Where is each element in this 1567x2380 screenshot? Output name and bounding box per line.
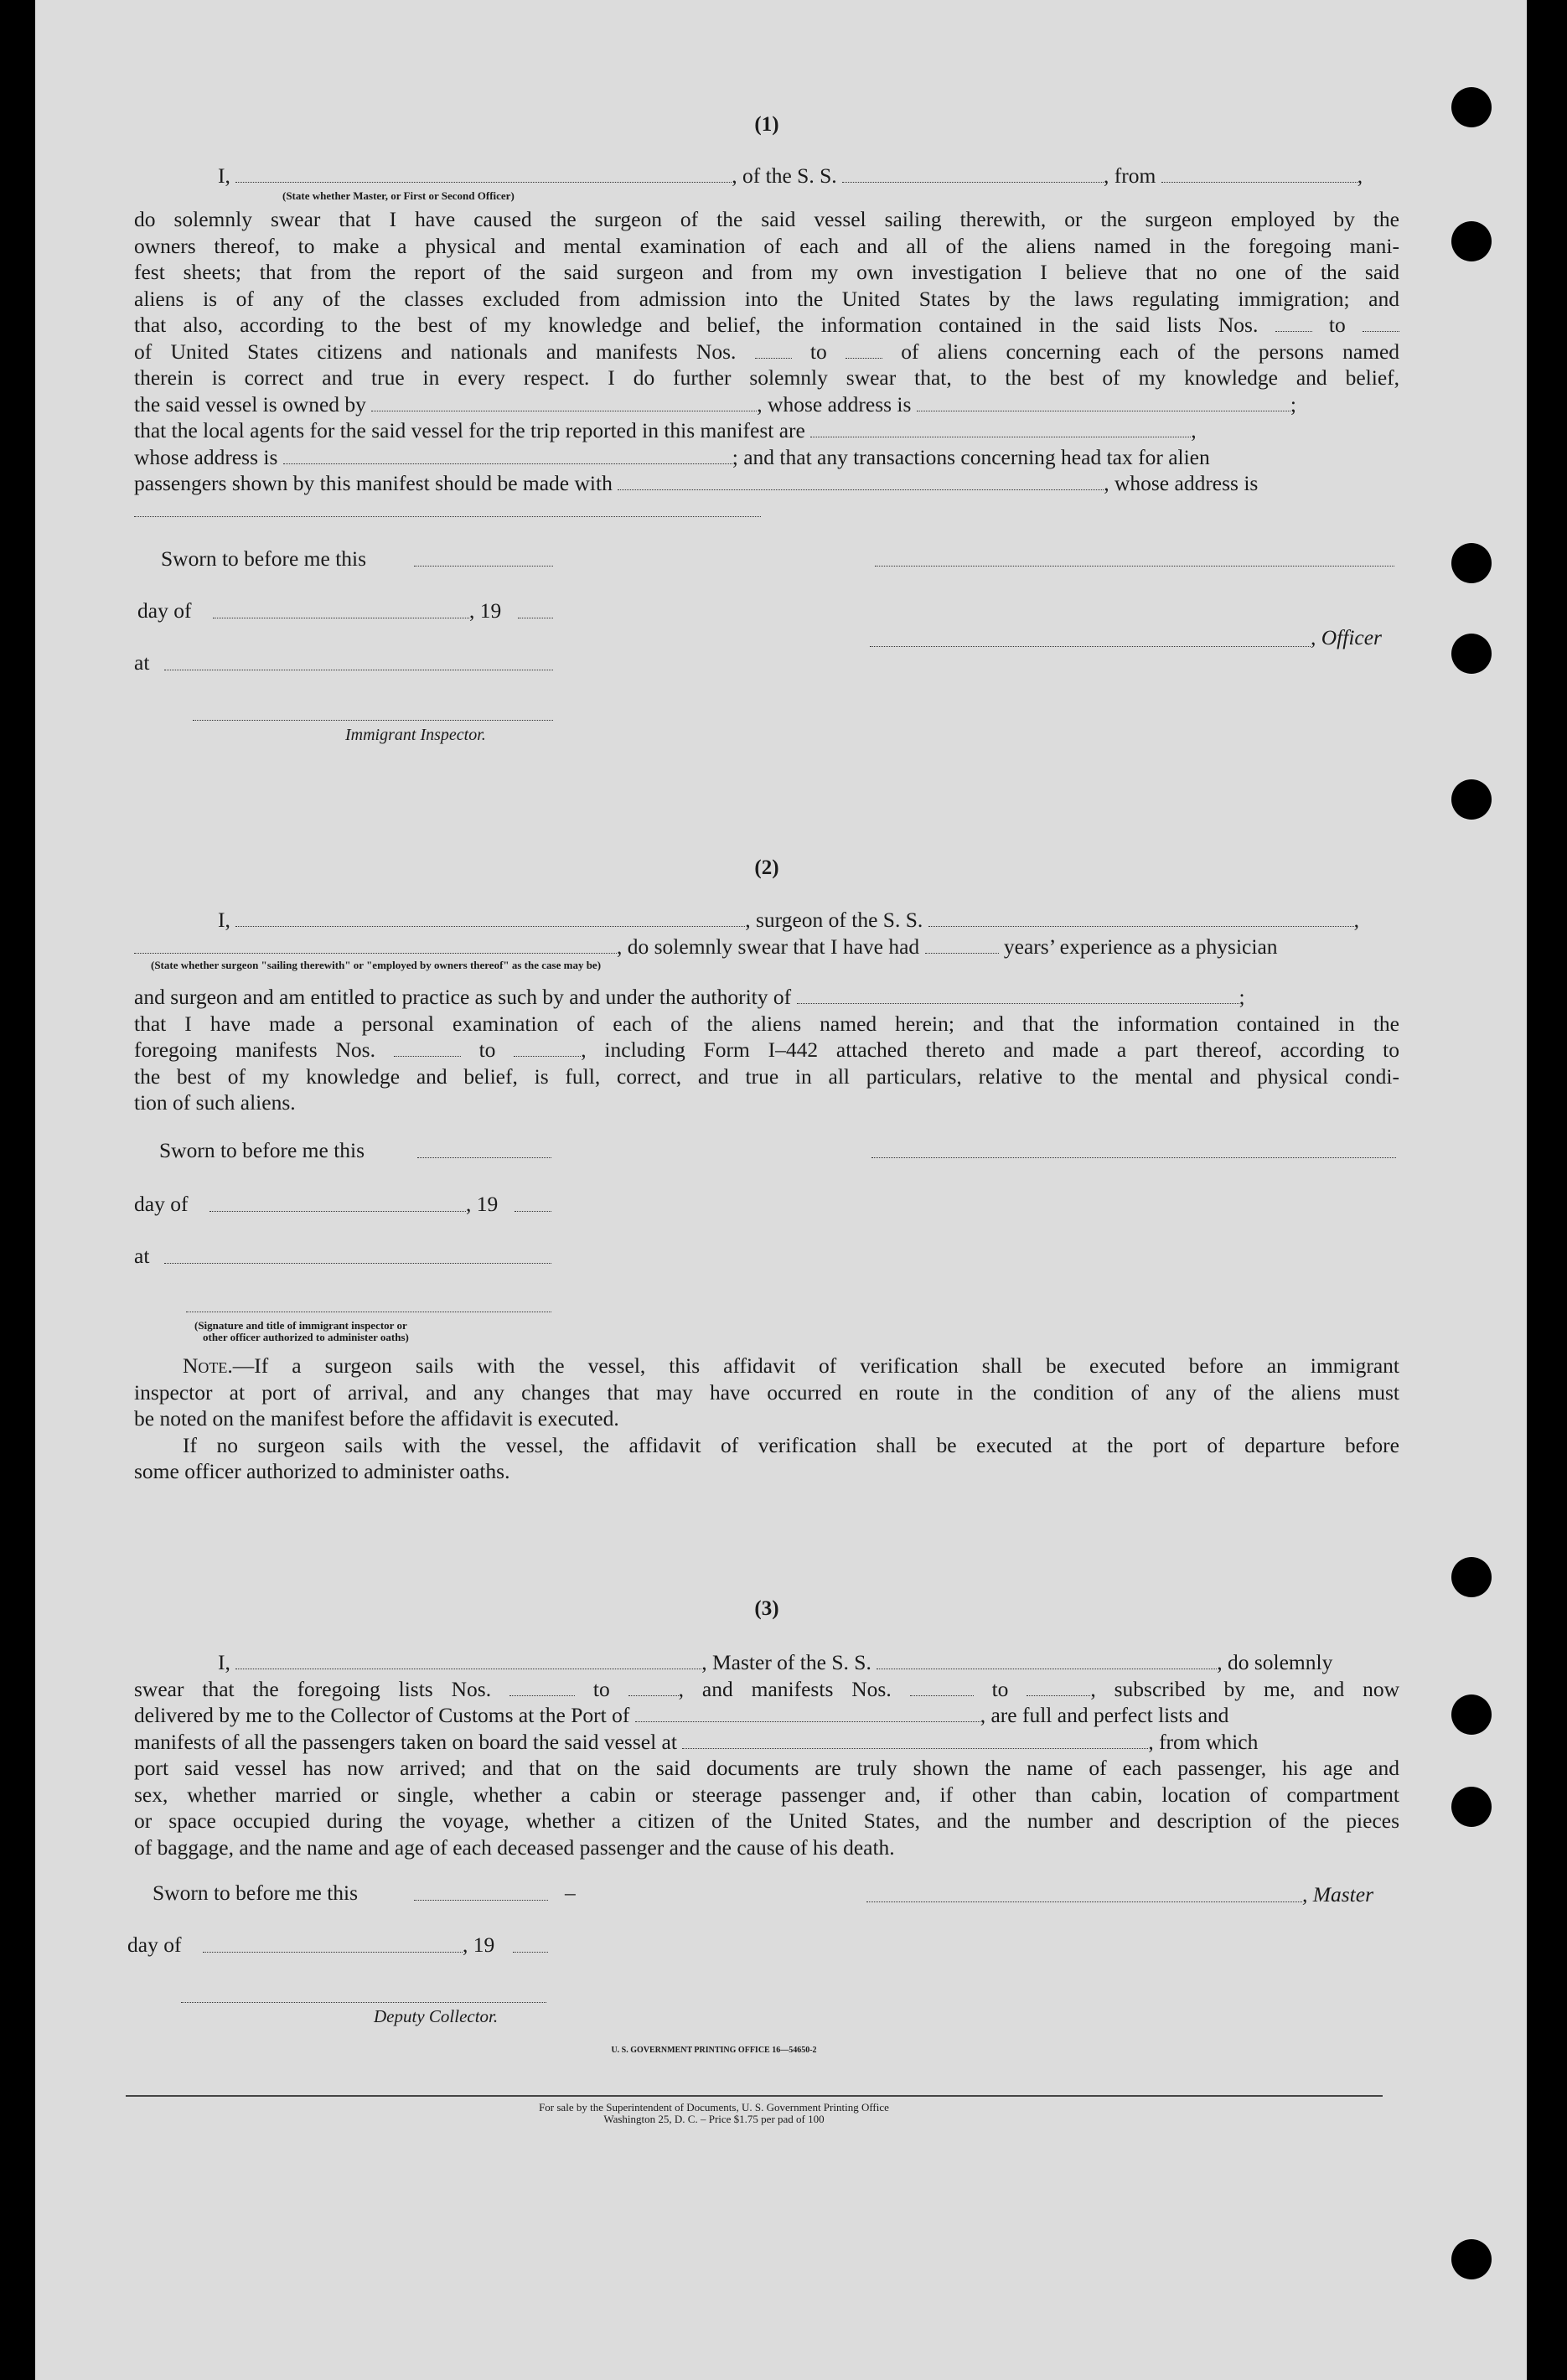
head-tax-address-field[interactable] <box>134 498 761 517</box>
sworn-dash: – <box>565 1881 576 1905</box>
at-field-2[interactable] <box>164 1262 551 1264</box>
master-name-field[interactable] <box>235 1650 701 1669</box>
day-of-label-3: day of <box>127 1932 182 1957</box>
section-2-note: Note.—If a surgeon sails with the vessel, this affidavit of verification shall be executed before an immigrant inspector at port of arrival, and any changes that may have occurred en route in the condition of any of the aliens must be noted on the manifest before the affidavit is executed. If no surgeon sails with the vessel, the affidavit of verification shall be executed at the port of departure before some officer authorized to administer oaths. <box>134 1353 1399 1483</box>
officer-caption: (State whether Master, or First or Second Officer) <box>282 189 515 202</box>
sig-caption-line-2: other officer authorized to administer oaths) <box>203 1331 409 1343</box>
master-manifests-from-field[interactable] <box>910 1677 974 1696</box>
officer-title-field[interactable] <box>870 645 1311 647</box>
day-of-label-1: day of <box>137 598 192 623</box>
sale-line-2: Washington 25, D. C. – Price $1.75 per pad of 100 <box>603 2113 825 2125</box>
master-label: , Master <box>1302 1882 1373 1907</box>
officer-label: , Officer <box>1311 625 1382 649</box>
footer-rule <box>126 2095 1383 2097</box>
punch-hole <box>1451 1787 1492 1827</box>
deputy-label: Deputy Collector. <box>374 2006 499 2026</box>
punch-hole <box>1451 87 1492 127</box>
port-of-field[interactable] <box>635 1703 980 1722</box>
master-signature-field[interactable] <box>866 1901 1302 1902</box>
surgeon-status-field[interactable] <box>134 934 617 954</box>
section-3-heading: (3) <box>754 1597 779 1620</box>
head-tax-party-field[interactable] <box>618 471 1104 490</box>
day-of-field-2[interactable] <box>209 1210 466 1212</box>
punch-hole <box>1451 1694 1492 1735</box>
surgeon-ship-field[interactable] <box>928 908 1354 927</box>
master-manifests-to-field[interactable] <box>1027 1677 1090 1696</box>
sworn-date-field-2[interactable] <box>417 1156 551 1158</box>
master-lists-from-field[interactable] <box>509 1677 575 1696</box>
authority-signature-field[interactable] <box>186 1311 551 1312</box>
punch-hole <box>1451 1557 1492 1597</box>
lists-nos-from-field[interactable] <box>1275 313 1312 332</box>
punch-hole <box>1451 2239 1492 2279</box>
year-field-2[interactable] <box>515 1210 551 1212</box>
section-2-oath-line: I, , surgeon of the S. S. , , do solemnly swear that I have had years’ experience as a physician <box>134 907 1399 960</box>
at-label-2: at <box>134 1244 150 1268</box>
section-1-body: do solemnly swear that I have caused the surgeon of the said vessel sailing therewith, or the surgeon employed by the owners thereof, to make a physical and mental examination of each and all of the aliens named in the foregoing mani- fest sheets; that from the report of the said surgeon and from my own investigation I believe that no one of the said aliens is of any of the classes excluded from admission into the United States by the laws regulating immigration; and that also, according to the best of my knowledge and belief, the information contained in the said lists Nos. to of United States citizens and nationals and manifests Nos. to of aliens concerning each of the persons named therein is correct and true in every respect. I do further solemnly swear that, to the best of my knowledge and belief, the said vessel is owned by , whose address is ; that the local agents for the said vessel for the trip reported in this manifest are , whose address is ; and that any transactions concerning head tax for alien passengers shown by this manifest should be made with , whose address is <box>134 206 1399 523</box>
deputy-signature-field[interactable] <box>181 2001 546 2003</box>
manifests-nos-to-field[interactable] <box>846 339 882 359</box>
inspector-label: Immigrant Inspector. <box>345 726 486 744</box>
at-field-1[interactable] <box>164 669 553 670</box>
sworn-date-field-3[interactable] <box>414 1899 548 1901</box>
form-page <box>35 0 1527 2380</box>
year-field-1[interactable] <box>518 617 553 618</box>
master-ship-field[interactable] <box>877 1650 1217 1669</box>
year-label-2: , 19 <box>466 1192 499 1216</box>
authority-field[interactable] <box>797 985 1239 1004</box>
surgeon-manifests-to-field[interactable] <box>514 1037 581 1057</box>
printer-imprint: U. S. GOVERNMENT PRINTING OFFICE 16—54650-2 <box>611 2046 817 2055</box>
day-of-label-2: day of <box>134 1192 189 1216</box>
year-label-3: , 19 <box>463 1932 495 1957</box>
section-2-heading: (2) <box>754 856 779 879</box>
ship-name-field[interactable] <box>842 163 1104 183</box>
from-port-field[interactable] <box>1161 163 1358 183</box>
day-of-field-1[interactable] <box>213 617 469 618</box>
punch-hole <box>1451 634 1492 674</box>
surgeon-caption: (State whether surgeon "sailing therewith" or "employed by owners thereof" as the case may be) <box>151 959 602 971</box>
section-2 <box>134 856 1399 880</box>
surgeon-signature-field[interactable] <box>871 1156 1396 1158</box>
master-lists-to-field[interactable] <box>628 1677 679 1696</box>
note-label: Note. <box>183 1353 233 1378</box>
sig-caption-line-1: (Signature and title of immigrant inspector or <box>194 1319 407 1332</box>
punch-hole <box>1451 779 1492 820</box>
section-3 <box>134 1597 1399 1621</box>
embark-port-field[interactable] <box>682 1730 1148 1749</box>
local-agents-field[interactable] <box>810 418 1191 437</box>
manifests-nos-from-field[interactable] <box>755 339 792 359</box>
owner-field[interactable] <box>371 392 757 411</box>
officer-name-field[interactable] <box>235 163 732 183</box>
punch-hole <box>1451 221 1492 261</box>
years-experience-field[interactable] <box>925 934 999 954</box>
year-label-1: , 19 <box>469 598 502 623</box>
year-field-3[interactable] <box>513 1951 548 1953</box>
day-of-field-3[interactable] <box>203 1951 463 1953</box>
sale-line-1: For sale by the Superintendent of Documents, U. S. Government Printing Office <box>539 2101 889 2114</box>
surgeon-name-field[interactable] <box>235 908 745 927</box>
section-2-body: and surgeon and am entitled to practice as such by and under the authority of ; that I have made a personal examination of each of the aliens named herein; and that the information contained in the foregoing manifests Nos. to , including Form I–442 attached thereto and made a part thereof, according to the best of my knowledge and belief, is full, correct, and true in all particulars, relative to the mental and physical condi- tion of such aliens. <box>134 985 1400 1115</box>
section-3-body: I, , Master of the S. S. , do solemnly swear that the foregoing lists Nos. to , and manifests Nos. to , subscribed by me, and now delivered by me to the Collector of Customs at the Port of , are full and perfect lists and manifests of all the passengers taken on board the said vessel at , from which port said vessel has now arrived; and that on the said documents are truly shown the name of each passenger, his age and sex, whether married or single, whether a cabin or steerage passenger and, if other than cabin, location of compartment or space occupied during the voyage, whether a citizen of the United States, and the number and description of the pieces of baggage, and the name and age of each deceased passenger and the cause of his death. <box>134 1650 1400 1860</box>
punch-hole <box>1451 543 1492 583</box>
section-1-heading: (1) <box>754 113 779 136</box>
at-label-1: at <box>134 650 150 675</box>
section-1-oath-line: I, , of the S. S. , from , <box>218 163 1363 188</box>
agents-address-field[interactable] <box>283 445 732 464</box>
section-1 <box>134 113 1399 137</box>
inspector-signature-field[interactable] <box>193 719 553 721</box>
surgeon-manifests-from-field[interactable] <box>394 1037 461 1057</box>
lists-nos-to-field[interactable] <box>1363 313 1399 332</box>
officer-signature-field[interactable] <box>875 565 1394 567</box>
sworn-label-1: Sworn to before me this <box>161 546 367 571</box>
sworn-date-field-1[interactable] <box>414 565 553 567</box>
owner-address-field[interactable] <box>917 392 1290 411</box>
sworn-label-2: Sworn to before me this <box>159 1138 365 1162</box>
sworn-label-3: Sworn to before me this <box>153 1881 359 1905</box>
